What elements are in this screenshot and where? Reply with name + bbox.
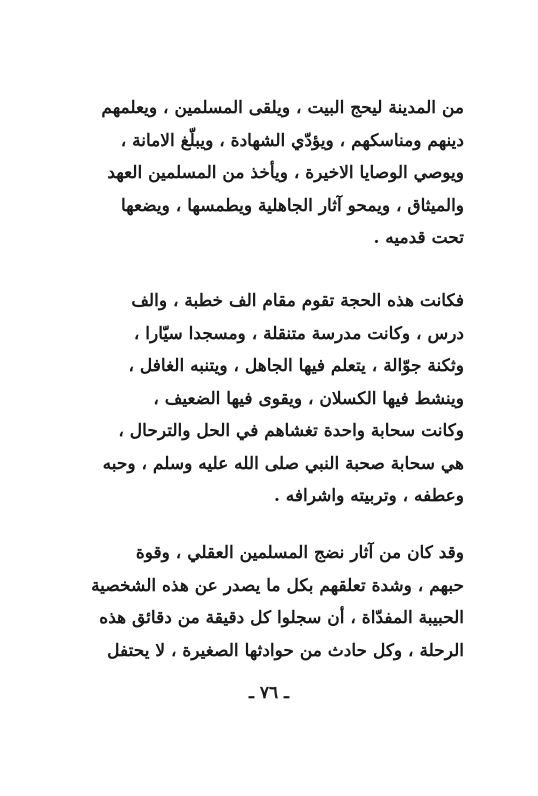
text-line: من المدينة ليحج البيت ، ويلقى المسلمين ، ويعلمهم <box>101 98 464 118</box>
text-line: وكانت سحابة واحدة تغشاهم في الحل والترحال ، <box>118 421 464 441</box>
text-line: الرحلة ، وكل حادث من حوادثها الصغيرة ، لا يحتفل <box>107 640 464 661</box>
text-line: فكانت هذه الحجة تقوم مقام الف خطبة ، والف <box>131 291 464 311</box>
text-line: وقد كان من آثار نضج المسلمين العقلي ، وقوة <box>135 543 464 563</box>
text-line: درس ، وكانت مدرسة متنقلة ، ومسجدا سيّارا ، <box>133 323 464 344</box>
text-line: هي سحابة صحبة النبي صلى الله عليه وسلم ، وحبه <box>102 453 464 474</box>
text-line: الحبيبة المفدّاة ، أن سجلوا كل دقيقة من دقائق هذه <box>99 608 464 628</box>
text-line: وعطفه ، وتربيته واشرافه . <box>273 486 464 506</box>
text-line: وثكنة جوّالة ، يتعلم فيها الجاهل ، ويتنبه الغافل ، <box>128 356 464 376</box>
text-line: وينشط فيها الكسلان ، ويقوى فيها الضعيف ، <box>153 388 464 409</box>
text-line: حبهم ، وشدة تعلقهم بكل ما يصدر عن هذه الشخصية <box>91 575 464 596</box>
paragraph-3 <box>48 537 464 667</box>
text-line: ويوصي الوصايا الاخيرة ، ويأخذ من المسلمين العهد <box>107 163 464 183</box>
text-line: تحت قدميه . <box>373 228 464 248</box>
paragraph-2 <box>48 285 464 513</box>
text-line: والميثاق ، ويمحو آثار الجاهلية ويطمسها ، ويضعها <box>120 195 464 216</box>
paragraph-1 <box>48 92 464 255</box>
text-line: دينهم ومناسكهم ، ويؤدّي الشهادة ، ويبلّغ الامانة ، <box>120 130 464 151</box>
page-number: ـ ٧٦ ـ <box>248 683 290 703</box>
